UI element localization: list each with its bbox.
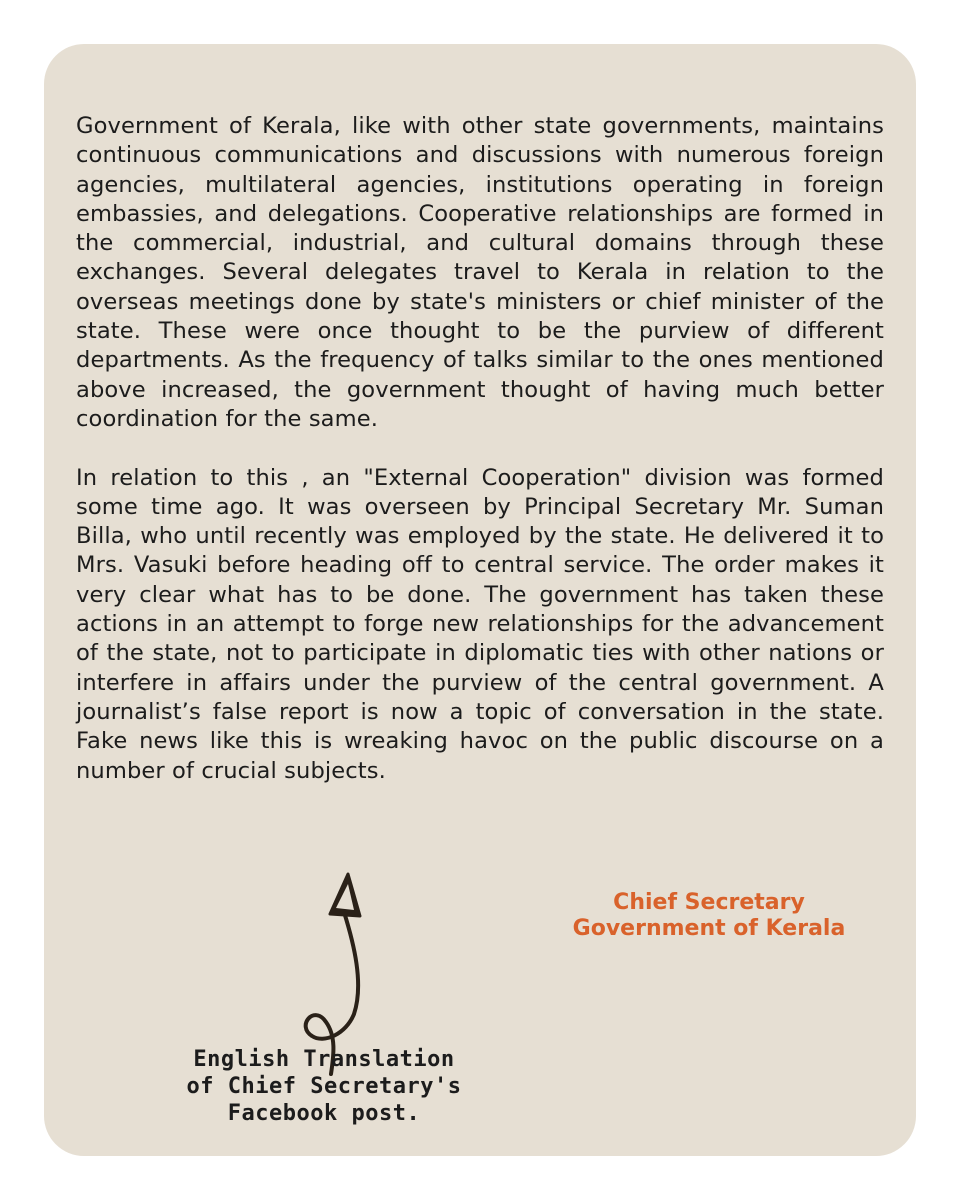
caption-line-2: of Chief Secretary's (186, 1074, 462, 1099)
translation-caption (139, 1046, 509, 1127)
signature-organization: Government of Kerala (572, 916, 846, 941)
caption-line-1: English Translation (193, 1047, 455, 1072)
card (44, 44, 916, 1156)
signature-title: Chief Secretary (613, 890, 805, 915)
paragraph-2: In relation to this , an "External Cooperation" division was formed some time ago. It was overseen by Principal Secretary Mr. Suman Billa, who until recently was employed by the state. He delivered it to Mrs. Vasuki before heading off to central service. The order makes it very clear what has to be done. The government has taken these actions in an attempt to forge new relationships for the advancement of the state, not to participate in diplomatic ties with other nations or interfere in affairs under the purview of the central government. A journalist’s false report is now a topic of conversation in the state. Fake news like this is wreaking havoc on the public discourse on a number of crucial subjects. (76, 464, 884, 784)
signature-block (564, 890, 854, 942)
caption-line-3: Facebook post. (227, 1101, 421, 1126)
paragraph-1: Government of Kerala, like with other state governments, maintains continuous communications and discussions with numerous foreign agencies, multilateral agencies, institutions operating in foreign embassies, and delegations. Cooperative relationships are formed in the commercial, industrial, and cultural domains through these exchanges. Several delegates travel to Kerala in relation to the overseas meetings done by state's ministers or chief minister of the state. These were once thought to be the purview of different departments. As the frequency of talks similar to the ones mentioned above increased, the government thought of having much better coordination for the same. (76, 113, 884, 432)
post-body (76, 112, 884, 786)
